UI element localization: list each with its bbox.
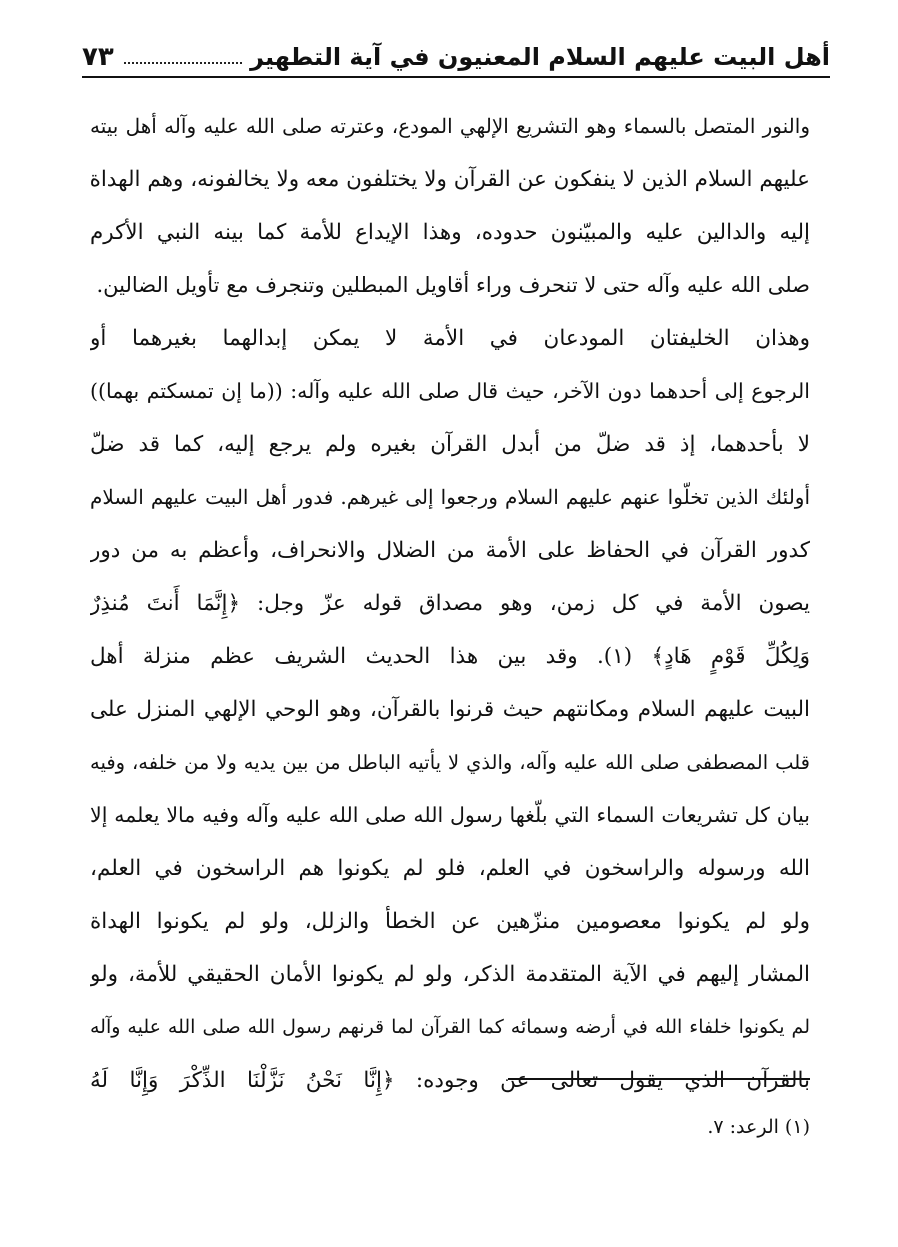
running-header <box>82 28 830 76</box>
body-line: الله ورسوله والراسخون في العلم، فلو لم يكونوا هم الراسخون في العلم، <box>90 856 810 881</box>
body-line: عليهم السلام الذين لا ينفكون عن القرآن ولا يختلفون معه ولا يخالفونه، وهم الهداة <box>90 167 810 192</box>
body-line: إليه والدالين عليه والمبيّنون حدوده، وهذا الإيداع للأمة كما بينه النبي الأكرم <box>90 220 810 245</box>
body-line: البيت عليهم السلام ومكانتهم حيث قرنوا بالقرآن، وهو الوحي الإلهي المنزل على <box>90 697 810 722</box>
body-line: وهذان الخليفتان المودعان في الأمة لا يمكن إبدالهما بغيرهما أو <box>90 326 810 351</box>
running-header-title: أهل البيت عليهم السلام المعنيون في آية التطهير <box>250 43 830 71</box>
body-line: أولئك الذين تخلّوا عنهم عليهم السلام ورجعوا إلى غيرهم. فدور أهل البيت عليهم السلام <box>90 485 810 509</box>
body-line: الرجوع إلى أحدهما دون الآخر، حيث قال صلى الله عليه وآله: ((ما إن تمسكتم بهما)) <box>90 379 810 403</box>
body-line: المشار إليهم في الآية المتقدمة الذكر، ولو لم يكونوا الأمان الحقيقي للأمة، ولو <box>90 962 810 987</box>
body-line: وَلِكُلِّ قَوْمٍ هَادٍ﴾ (١). وقد بين هذا الحديث الشريف عظم منزلة أهل <box>90 644 810 669</box>
page-number: ٧٣ <box>82 42 114 72</box>
body-line: كدور القرآن في الحفاظ على الأمة من الضلال والانحراف، وأعظم به من دور <box>90 538 810 563</box>
body-text <box>90 100 810 1107</box>
body-line: يصون الأمة في كل زمن، وهو مصداق قوله عزّ وجل: ﴿إِنَّمَا أَنتَ مُنذِرٌ <box>90 591 810 616</box>
header-dot-leader <box>124 61 242 64</box>
body-line: والنور المتصل بالسماء وهو التشريع الإلهي المودع، وعترته صلى الله عليه وآله أهل بيته <box>90 114 810 138</box>
body-line: قلب المصطفى صلى الله عليه وآله، والذي لا يأتيه الباطل من بين يديه ولا من خلفه، وفيه <box>90 751 810 774</box>
footnote: (١) الرعد: ٧. <box>707 1116 810 1138</box>
body-line: صلى الله عليه وآله حتى لا تنحرف وراء أقاويل المبطلين وتنجرف مع تأويل الضالين. <box>96 273 810 297</box>
footnote-separator <box>508 1078 810 1080</box>
body-line: بيان كل تشريعات السماء التي بلّغها رسول الله صلى الله عليه وآله وفيه مالا يعلمه إلا <box>90 803 810 827</box>
body-line: ولو لم يكونوا معصومين منزّهين عن الخطأ والزلل، ولو لم يكونوا الهداة <box>90 909 810 934</box>
body-line: لا بأحدهما، إذ قد ضلّ من أبدل القرآن بغيره ولم يرجع إليه، كما قد ضلّ <box>90 432 810 457</box>
body-line: لم يكونوا خلفاء الله في أرضه وسمائه كما القرآن لما قرنهم رسول الله صلى الله عليه وآله <box>90 1016 810 1038</box>
header-rule <box>82 76 830 78</box>
body-line: بالقرآن الذي يقول تعالى عن وجوده: ﴿إِنَّا نَحْنُ نَزَّلْنَا الذِّكْرَ وَإِنَّا لَهُ <box>90 1068 810 1093</box>
